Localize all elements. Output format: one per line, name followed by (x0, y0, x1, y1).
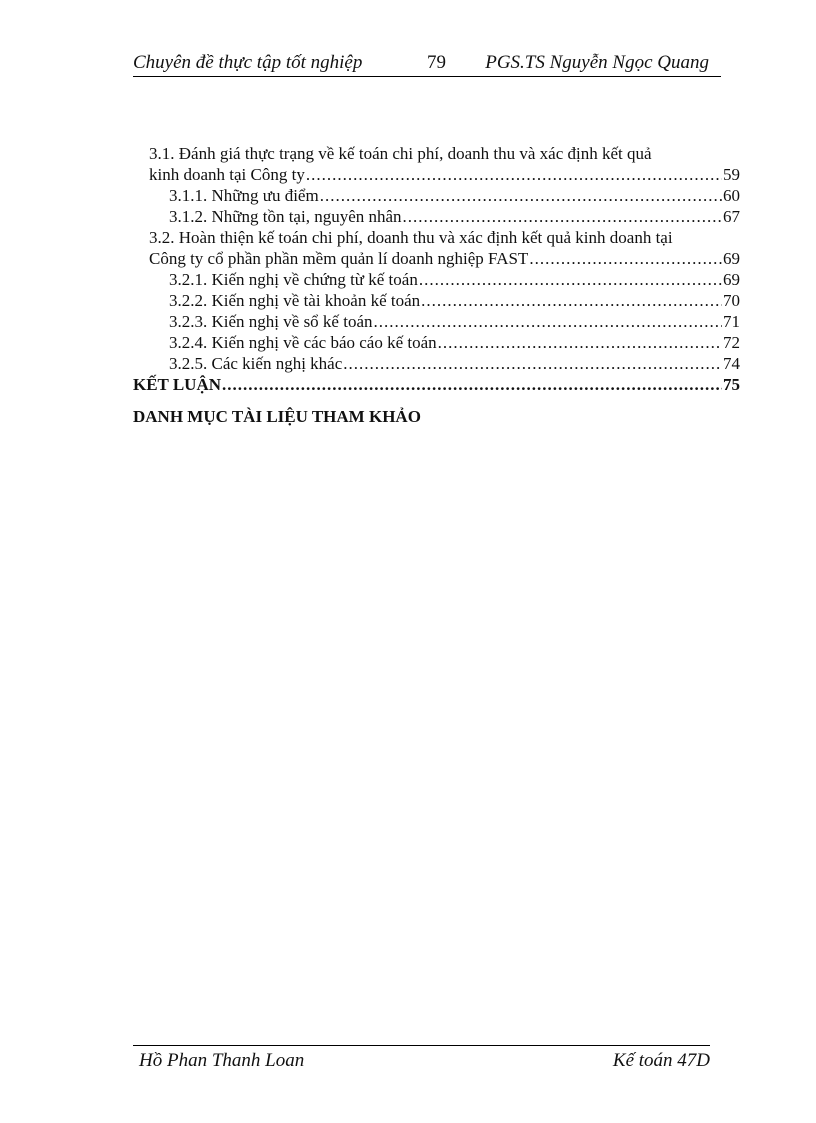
toc-entry-3-2-5[interactable] (133, 353, 740, 374)
header-supervisor: PGS.TS Nguyễn Ngọc Quang (485, 52, 709, 73)
footer-class: Kế toán 47D (612, 1050, 710, 1071)
toc-entry-3-1-line1[interactable] (133, 143, 740, 164)
toc-entry-page: 70 (723, 291, 740, 310)
spacer (133, 395, 740, 406)
toc-entry-page: 69 (723, 249, 740, 268)
toc-entry-3-1-1[interactable] (133, 185, 740, 206)
toc-entry-label: kinh doanh tại Công ty (149, 165, 305, 184)
toc-entry-page: 67 (723, 207, 740, 226)
toc-entry-label: 3.1.1. Những ưu điểm (169, 186, 319, 205)
toc-entry-page: 69 (723, 270, 740, 289)
toc-leader-dots (343, 353, 722, 374)
toc-leader-dots (374, 311, 723, 332)
toc-entry-ket-luan[interactable] (133, 374, 740, 395)
toc-leader-dots (421, 290, 722, 311)
toc-entry-page: 72 (723, 333, 740, 352)
toc-entry-danh-muc[interactable] (133, 406, 740, 427)
toc-entry-label: 3.2.2. Kiến nghị về tài khoản kế toán (169, 291, 421, 310)
header-page-number: 79 (427, 52, 446, 73)
footer-author: Hồ Phan Thanh Loan (139, 1050, 305, 1071)
toc-leader-dots (306, 164, 722, 185)
toc-entry-3-2-2[interactable] (133, 290, 740, 311)
toc-entry-page: 60 (723, 186, 740, 205)
header-document-title: Chuyên đề thực tập tốt nghiệp (133, 52, 363, 73)
toc-entry-3-2-line2[interactable] (133, 248, 740, 269)
toc-leader-dots (419, 269, 722, 290)
toc-entry-3-1-line2[interactable] (133, 164, 740, 185)
toc-leader-dots (438, 332, 722, 353)
toc-entry-label: 3.2.1. Kiến nghị về chứng từ kế toán (169, 270, 418, 289)
toc-entry-label: 3.2.3. Kiến nghị về sổ kế toán (169, 312, 373, 331)
toc-leader-dots (320, 185, 722, 206)
toc-entry-label: Công ty cổ phần phần mềm quản lí doanh nghiệp FAST (149, 249, 529, 268)
toc-leader-dots (529, 248, 722, 269)
toc-leader-dots (222, 374, 722, 395)
toc-entry-label: 3.2.4. Kiến nghị về các báo cáo kế toán (169, 333, 437, 352)
toc-entry-page: 75 (723, 375, 740, 394)
page-footer (133, 1045, 710, 1074)
toc-entry-3-2-4[interactable] (133, 332, 740, 353)
toc-entry-3-2-3[interactable] (133, 311, 740, 332)
toc-entry-label: KẾT LUẬN (133, 375, 222, 394)
table-of-contents (133, 143, 740, 427)
toc-entry-label: 3.1. Đánh giá thực trạng về kế toán chi phí, doanh thu và xác định kết quả (149, 144, 652, 163)
page-header (133, 52, 721, 77)
toc-entry-3-2-1[interactable] (133, 269, 740, 290)
toc-entry-label: 3.2.5. Các kiến nghị khác (169, 354, 343, 373)
toc-entry-page: 71 (723, 312, 740, 331)
toc-entry-label: 3.2. Hoàn thiện kế toán chi phí, doanh thu và xác định kết quả kinh doanh tại (149, 228, 673, 247)
toc-entry-page: 74 (723, 354, 740, 373)
toc-leader-dots (403, 206, 722, 227)
toc-entry-label: 3.1.2. Những tồn tại, nguyên nhân (169, 207, 402, 226)
toc-entry-label: DANH MỤC TÀI LIỆU THAM KHẢO (133, 407, 421, 426)
toc-entry-3-2-line1[interactable] (133, 227, 740, 248)
toc-entry-3-1-2[interactable] (133, 206, 740, 227)
toc-entry-page: 59 (723, 165, 740, 184)
